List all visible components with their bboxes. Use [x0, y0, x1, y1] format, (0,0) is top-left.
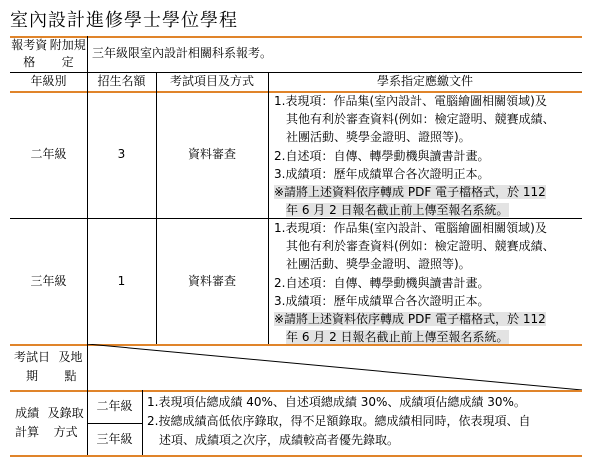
- row-grade: 二年級: [30, 147, 67, 161]
- table-bottom-border: [10, 455, 582, 457]
- exam-date-label-line1: 考試日期: [13, 350, 50, 383]
- doc-item: 3.成績項：歷年成績單合各次證明正本。: [274, 166, 490, 181]
- doc-note-highlight: 年 6 月 2 日報名截止前上傳至報名系統。: [286, 330, 509, 345]
- exam-date-label-line2: 及地點: [58, 350, 83, 383]
- doc-item-continued: 其他有利於審查資料(例如：檢定證明、競賽成績、: [286, 112, 555, 127]
- doc-item-continued: 社團活動、獎學金證明、證照等)。: [286, 130, 471, 145]
- doc-note-highlight: 年 6 月 2 日報名截止前上傳至報名系統。: [286, 203, 509, 218]
- qualification-label-line2: 附加規定: [49, 38, 86, 69]
- scoring-grade: 二年級: [96, 399, 133, 413]
- table-top-border: [10, 36, 582, 38]
- row-quota: 1: [117, 273, 126, 288]
- doc-item-continued: 社團活動、獎學金證明、證照等)。: [286, 257, 471, 272]
- empty-cell-diagonal: [87, 344, 582, 390]
- page-title: 室內設計進修學士學位學程: [10, 10, 238, 31]
- qualification-label: [10, 36, 87, 72]
- scoring-grade: 三年級: [96, 431, 133, 446]
- row-exam: 資料審查: [187, 273, 236, 288]
- row-quota: 3: [117, 147, 126, 161]
- column-divider: [268, 72, 269, 344]
- row-exam: 資料審查: [187, 147, 236, 161]
- scoring-label-line2: 及錄取方式: [47, 405, 84, 439]
- scoring-rule-continued: 述項、成績項之次序，成績較高者優先錄取。: [159, 433, 400, 447]
- row-documents: [274, 92, 580, 219]
- scoring-rule: 2.按總成績高低依序錄取，得不足額錄取。總成績相同時，依表現項、自: [147, 414, 531, 428]
- row-grade: 三年級: [30, 273, 67, 288]
- doc-item-continued: 其他有利於審查資料(例如：檢定證明、競賽成績、: [286, 239, 555, 254]
- header-grade: 年級別: [30, 74, 67, 88]
- qualification-text: 三年級限室內設計相關科系報考。: [92, 46, 273, 60]
- row-documents: [274, 219, 580, 346]
- doc-item: 1.表現項：作品集(室內設計、電腦繪圖相關領域)及: [274, 221, 547, 235]
- column-divider: [142, 390, 143, 455]
- doc-item: 3.成績項：歷年成績單合各次證明正本。: [274, 293, 490, 308]
- scoring-rule: 1.表現項佔總成績 40%、自述項總成績 30%、成績項佔總成績 30%。: [147, 395, 526, 409]
- doc-note-highlight: ※請將上述資料依序轉成 PDF 電子檔格式，於 112: [274, 185, 546, 200]
- doc-note-highlight: ※請將上述資料依序轉成 PDF 電子檔格式，於 112: [274, 312, 546, 327]
- scoring-rules: [147, 393, 580, 450]
- header-quota: 招生名額: [97, 74, 146, 88]
- exam-date-label: [10, 344, 87, 390]
- scoring-label-line1: 成績計算: [15, 405, 40, 439]
- scoring-label: [10, 390, 87, 455]
- doc-item: 2.自述項：自傳、轉學動機與讀書計畫。: [274, 148, 490, 163]
- qualification-label-line1: 報考資格: [11, 38, 48, 69]
- doc-item: 2.自述項：自傳、轉學動機與讀書計畫。: [274, 275, 490, 290]
- header-exam: 考試項目及方式: [169, 74, 254, 88]
- doc-item: 1.表現項：作品集(室內設計、電腦繪圖相關領域)及: [274, 94, 547, 108]
- header-documents: 學系指定應繳文件: [376, 74, 473, 88]
